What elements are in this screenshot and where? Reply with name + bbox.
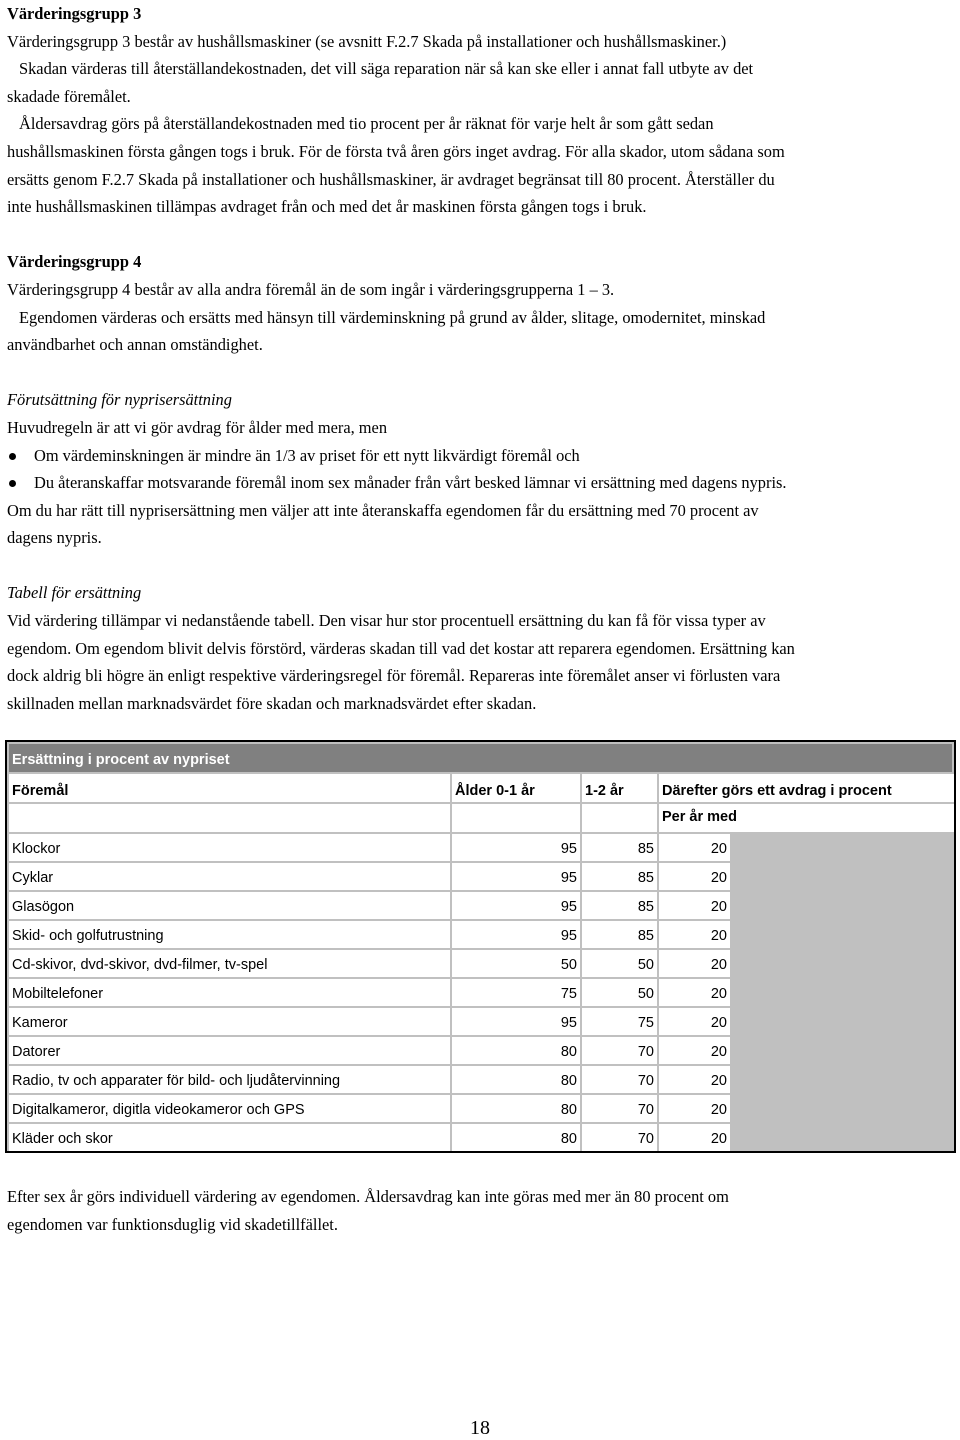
table-cell-age: 95	[452, 921, 580, 948]
group3-line-5: hushållsmaskinen första gången togs i bruk. För de första två åren görs inget avdrag. För alla skador, utom sådana som	[7, 141, 785, 161]
col-header-1-2: 1-2 år	[582, 774, 657, 802]
table-cell-1-2: 50	[582, 979, 657, 1006]
table-cell-age: 95	[452, 834, 580, 861]
table-cell-age: 80	[452, 1095, 580, 1122]
table-cell-item: Glasögon	[9, 892, 450, 919]
table-cell-1-2: 75	[582, 1008, 657, 1035]
table-cell-age: 95	[452, 863, 580, 890]
table-cell-per-year: 20	[659, 1095, 730, 1122]
nypris-bullet-2	[7, 469, 795, 497]
tabell-heading: Tabell för ersättning	[7, 583, 142, 603]
closing-line-1: Efter sex år görs individuell värdering av egendomen. Åldersavdrag kan inte göras med mer än 80 procent om	[7, 1187, 729, 1206]
col-header-item: Föremål	[9, 774, 450, 802]
nypris-heading: Förutsättning för nyprisersättning	[7, 390, 232, 410]
table-cell-per-year: 20	[659, 892, 730, 919]
table-cell-item: Radio, tv och apparater för bild- och ljudåtervinning	[9, 1066, 450, 1093]
table-cell-1-2: 85	[582, 892, 657, 919]
table-cell-per-year: 20	[659, 921, 730, 948]
col-header-blank-1	[9, 804, 450, 832]
group3-line-3: skadade föremålet.	[7, 86, 131, 106]
col-header-blank-3	[582, 804, 657, 832]
bullet-icon	[9, 480, 16, 487]
table-cell-item: Kameror	[9, 1008, 450, 1035]
page-number: 18	[470, 1417, 490, 1439]
bullet-text: Om värdeminskningen är mindre än 1/3 av priset för ett nytt likvärdigt föremål och	[34, 445, 580, 465]
bullet-text: Du återanskaffar motsvarande föremål inom sex månader från vårt besked lämnar vi ersättning med dagens nypris.	[34, 473, 787, 493]
nypris-intro: Huvudregeln är att vi gör avdrag för ålder med mera, men	[7, 417, 388, 437]
tabell-line-4: skillnaden mellan marknadsvärdet före skadan och marknadsvärdet efter skadan.	[7, 693, 537, 713]
table-cell-per-year: 20	[659, 863, 730, 890]
group3-line-7: inte hushållsmaskinen tillämpas avdraget från och med det år maskinen första gången togs i bruk.	[7, 197, 647, 217]
table-cell-1-2: 70	[582, 1037, 657, 1064]
table-cell-age: 80	[452, 1124, 580, 1151]
group4-line-2: Egendomen värderas och ersätts med hänsyn till värdeminskning på grund av ålder, slitage, omodernitet, minskad	[19, 307, 766, 327]
table-cell-age: 75	[452, 979, 580, 1006]
tabell-line-2: egendom. Om egendom blivit delvis förstörd, värderas skadan till vad det kostar att reparera egendomen. Ersättning kan	[7, 638, 795, 658]
col-header-age: Ålder 0-1 år	[452, 774, 580, 802]
table-cell-per-year: 20	[659, 834, 730, 861]
table-cell-item: Klockor	[9, 834, 450, 861]
nypris-bullet-1	[7, 442, 795, 470]
group3-line-6: ersätts genom F.2.7 Skada på installationer och hushållsmaskiner, är avdraget begränsat till 80 procent. Återställer du	[7, 169, 775, 189]
bullet-icon	[9, 453, 16, 460]
group4-heading: Värderingsgrupp 4	[7, 252, 142, 272]
table-cell-per-year: 20	[659, 950, 730, 977]
nypris-after-2: dagens nypris.	[7, 528, 102, 548]
table-cell-per-year: 20	[659, 979, 730, 1006]
table-cell-item: Skid- och golfutrustning	[9, 921, 450, 948]
table-cell-1-2: 85	[582, 921, 657, 948]
group4-line-3: användbarhet och annan omständighet.	[7, 335, 263, 355]
table-cell-age: 80	[452, 1066, 580, 1093]
table-title: Ersättning i procent av nypriset	[9, 744, 952, 772]
table-cell-1-2: 50	[582, 950, 657, 977]
table-cell-item: Digitalkameror, digitla videokameror och GPS	[9, 1095, 450, 1122]
col-header-per-year: Per år med	[659, 804, 954, 832]
closing-line-2: egendomen var funktionsduglig vid skadetillfället.	[7, 1214, 338, 1234]
table-cell-per-year: 20	[659, 1037, 730, 1064]
col-header-after: Därefter görs ett avdrag i procent	[659, 774, 954, 802]
table-cell-item: Cd-skivor, dvd-skivor, dvd-filmer, tv-spel	[9, 950, 450, 977]
table-cell-1-2: 70	[582, 1066, 657, 1093]
table-cell-age: 50	[452, 950, 580, 977]
table-cell-1-2: 85	[582, 834, 657, 861]
group3-line-2: Skadan värderas till återställandekostnaden, det vill säga reparation när så kan ske eller i annat fall utbyte av det	[19, 59, 754, 79]
group4-line-1: Värderingsgrupp 4 består av alla andra föremål än de som ingår i värderingsgrupperna 1 – 3.	[7, 279, 615, 299]
group3-line-1: Värderingsgrupp 3 består av hushållsmaskiner (se avsnitt F.2.7 Skada på installationer och hushållsmaskiner.)	[7, 31, 727, 51]
table-cell-age: 95	[452, 892, 580, 919]
table-cell-item: Kläder och skor	[9, 1124, 450, 1151]
table-cell-age: 95	[452, 1008, 580, 1035]
nypris-after-1: Om du har rätt till nyprisersättning men väljer att inte återanskaffa egendomen får du ersättning med 70 procent av	[7, 500, 759, 520]
table-cell-per-year: 20	[659, 1066, 730, 1093]
table-cell-item: Cyklar	[9, 863, 450, 890]
group3-line-4: Åldersavdrag görs på återställandekostnaden med tio procent per år räknat för varje helt år som gått sedan	[19, 114, 714, 134]
tabell-line-3: dock aldrig bli högre än enligt respektive värderingsregel för föremål. Repareras inte föremålet anser vi förlusten vara	[7, 666, 781, 686]
table-cell-1-2: 70	[582, 1124, 657, 1151]
table-cell-age: 80	[452, 1037, 580, 1064]
table-cell-per-year: 20	[659, 1124, 730, 1151]
tabell-line-1: Vid värdering tillämpar vi nedanstående tabell. Den visar hur stor procentuell ersättning du kan få för vissa typer av	[7, 611, 766, 631]
compensation-table	[5, 740, 956, 1153]
table-cell-per-year: 20	[659, 1008, 730, 1035]
table-cell-item: Datorer	[9, 1037, 450, 1064]
table-cell-item: Mobiltelefoner	[9, 979, 450, 1006]
col-header-blank-2	[452, 804, 580, 832]
table-cell-1-2: 70	[582, 1095, 657, 1122]
table-cell-1-2: 85	[582, 863, 657, 890]
group3-heading: Värderingsgrupp 3	[7, 4, 142, 23]
